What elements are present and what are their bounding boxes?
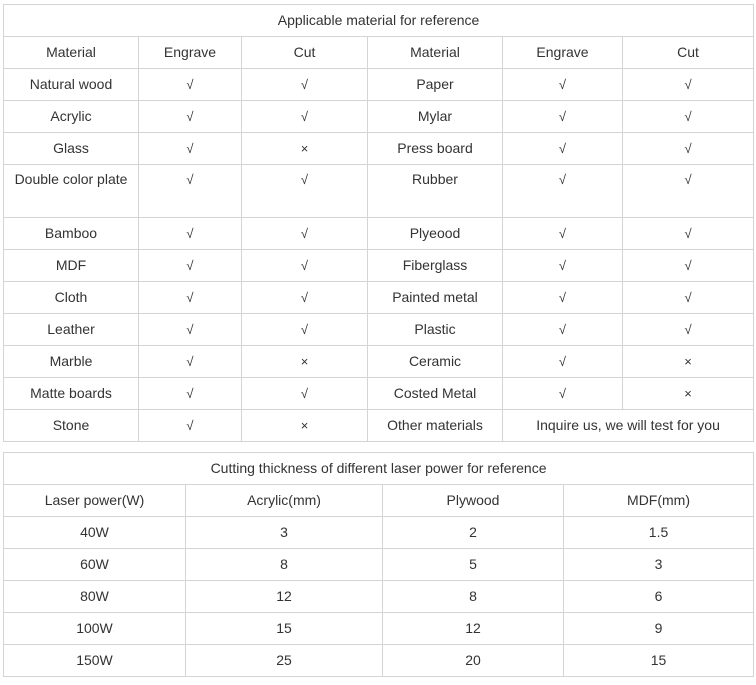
table-cell: 100W <box>4 613 186 645</box>
table-cell: 6 <box>564 581 754 613</box>
thickness-table <box>3 452 754 677</box>
header-cell: Cut <box>242 37 368 69</box>
table-cell: 5 <box>383 549 564 581</box>
table-cell: √ <box>139 133 242 165</box>
header-cell: MDF(mm) <box>564 485 754 517</box>
table-row <box>4 645 754 677</box>
table-cell: √ <box>242 218 368 250</box>
table-cell: 25 <box>186 645 383 677</box>
header-cell: Engrave <box>503 37 623 69</box>
header-cell: Material <box>4 37 139 69</box>
table-cell: √ <box>139 410 242 442</box>
table-cell: √ <box>503 314 623 346</box>
material-table-title: Applicable material for reference <box>4 5 754 37</box>
table-cell: Glass <box>4 133 139 165</box>
table-cell: √ <box>503 346 623 378</box>
table-cell: √ <box>139 218 242 250</box>
table-cell: Other materials <box>368 410 503 442</box>
table-cell: √ <box>139 250 242 282</box>
table-row <box>4 549 754 581</box>
table-row <box>4 282 754 314</box>
table-row <box>4 69 754 101</box>
table-row <box>4 346 754 378</box>
table-cell: Bamboo <box>4 218 139 250</box>
table-cell: √ <box>503 378 623 410</box>
header-cell: Material <box>368 37 503 69</box>
header-cell: Plywood <box>383 485 564 517</box>
thickness-table-title: Cutting thickness of different laser power for reference <box>4 453 754 485</box>
material-table <box>3 4 754 442</box>
table-cell: MDF <box>4 250 139 282</box>
table-cell: √ <box>139 314 242 346</box>
table-cell: √ <box>623 133 754 165</box>
table-cell: √ <box>623 250 754 282</box>
table-cell: Marble <box>4 346 139 378</box>
table-cell: 8 <box>186 549 383 581</box>
table-cell: √ <box>623 282 754 314</box>
table-cell: 60W <box>4 549 186 581</box>
table-cell: Acrylic <box>4 101 139 133</box>
table-cell: Painted metal <box>368 282 503 314</box>
table-cell: Leather <box>4 314 139 346</box>
table-cell: 15 <box>186 613 383 645</box>
table-cell: √ <box>139 165 242 218</box>
table-cell: √ <box>623 69 754 101</box>
table-cell: √ <box>623 165 754 218</box>
table-cell: 15 <box>564 645 754 677</box>
table-row <box>4 517 754 549</box>
table-cell: 40W <box>4 517 186 549</box>
table-cell: √ <box>623 218 754 250</box>
material-header-row <box>4 37 754 69</box>
table-cell: √ <box>139 282 242 314</box>
table-cell: 12 <box>186 581 383 613</box>
table-cell: × <box>242 133 368 165</box>
table-cell: 80W <box>4 581 186 613</box>
table-cell: Paper <box>368 69 503 101</box>
table-row <box>4 314 754 346</box>
table-row <box>4 218 754 250</box>
table-cell: √ <box>242 378 368 410</box>
table-cell: √ <box>503 282 623 314</box>
table-cell: √ <box>623 101 754 133</box>
table-cell: 3 <box>186 517 383 549</box>
table-row <box>4 378 754 410</box>
table-row <box>4 410 754 442</box>
table-cell: √ <box>503 101 623 133</box>
table-cell: Natural wood <box>4 69 139 101</box>
table-row <box>4 133 754 165</box>
table-cell: Mylar <box>368 101 503 133</box>
table-cell: Costed Metal <box>368 378 503 410</box>
table-cell: Matte boards <box>4 378 139 410</box>
table-cell: √ <box>503 218 623 250</box>
table-cell: √ <box>242 101 368 133</box>
table-cell: × <box>242 410 368 442</box>
table-cell: 3 <box>564 549 754 581</box>
thickness-header-row <box>4 485 754 517</box>
header-cell: Engrave <box>139 37 242 69</box>
table-cell: 150W <box>4 645 186 677</box>
table-cell: Press board <box>368 133 503 165</box>
table-cell: √ <box>139 101 242 133</box>
table-cell: Plyeood <box>368 218 503 250</box>
table-cell: √ <box>503 165 623 218</box>
header-cell: Laser power(W) <box>4 485 186 517</box>
table-cell: √ <box>139 378 242 410</box>
table-cell: Cloth <box>4 282 139 314</box>
table-cell: √ <box>503 133 623 165</box>
table-cell: √ <box>139 346 242 378</box>
table-cell: Plastic <box>368 314 503 346</box>
table-cell: 20 <box>383 645 564 677</box>
table-cell: √ <box>242 165 368 218</box>
table-cell: Stone <box>4 410 139 442</box>
table-cell: × <box>623 346 754 378</box>
table-cell: 2 <box>383 517 564 549</box>
table-cell: Double color plate <box>4 165 139 218</box>
table-cell: × <box>623 378 754 410</box>
table-cell: √ <box>503 250 623 282</box>
table-cell: 9 <box>564 613 754 645</box>
table-cell: 1.5 <box>564 517 754 549</box>
table-row <box>4 250 754 282</box>
header-cell: Cut <box>623 37 754 69</box>
table-cell: 8 <box>383 581 564 613</box>
table-cell: 12 <box>383 613 564 645</box>
table-row <box>4 165 754 218</box>
table-cell: √ <box>242 69 368 101</box>
table-row <box>4 581 754 613</box>
table-row <box>4 101 754 133</box>
table-cell: Rubber <box>368 165 503 218</box>
table-cell: √ <box>139 69 242 101</box>
table-cell: Ceramic <box>368 346 503 378</box>
header-cell: Acrylic(mm) <box>186 485 383 517</box>
table-cell: Fiberglass <box>368 250 503 282</box>
table-cell: × <box>242 346 368 378</box>
table-row <box>4 613 754 645</box>
table-cell: √ <box>242 282 368 314</box>
table-cell: √ <box>623 314 754 346</box>
table-cell: Inquire us, we will test for you <box>503 410 754 442</box>
table-cell: √ <box>503 69 623 101</box>
table-cell: √ <box>242 250 368 282</box>
table-cell: √ <box>242 314 368 346</box>
